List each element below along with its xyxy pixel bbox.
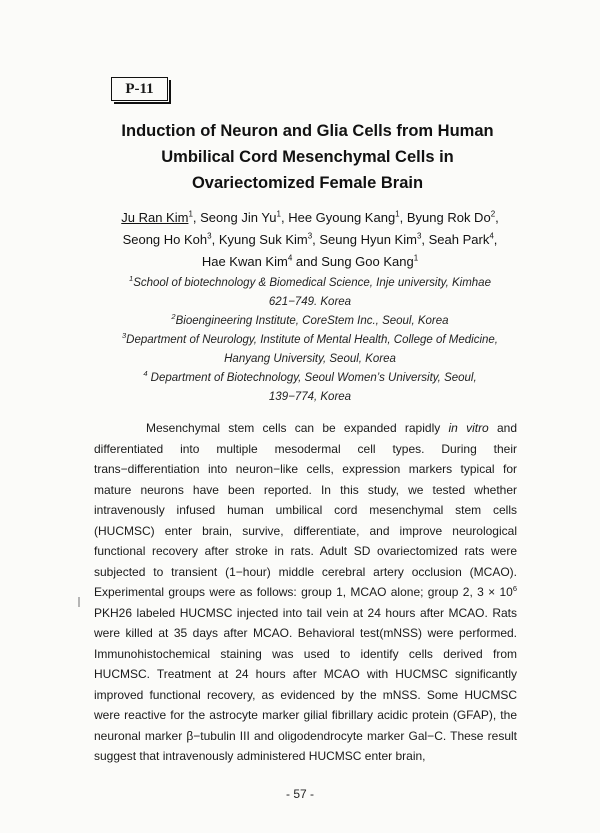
affiliation-list [80,274,540,407]
author-affil-sup: 1 [413,253,419,263]
author-affil-sup: 3 [207,231,212,241]
author-separator: , [280,210,289,225]
abstract-paragraph [94,418,517,767]
author-name: Seong Jin Yu [200,210,277,225]
affiliation-line [80,369,540,388]
author-affil-sup: 3 [307,231,313,241]
page-number: - 57 - [285,787,314,801]
title-line: Induction of Neuron and Glia Cells from Human [121,122,494,140]
author-line [70,207,550,229]
abstract-text: and differentiated into multiple mesodermal cell types. During their trans−differentiation into neuron−like cells, expression markers typical for mature neurons have been reported. In this study, we tested whether intravenously infused human umbilical cord mesenchymal stem cells (HUCMSC) enter brain, survive, differentiate, and improve neurological functional recovery after stroke in rats. Adult SD ovariectomized rats were subjected to transient (1−hour) middle cerebral artery occlusion (MCAO). Experimental groups were as follows: group 1, MCAO alone; group 2, 3 × 10 [94,421,517,599]
paper-title [60,118,555,196]
title-line: Ovariectomized Female Brain [191,174,424,192]
abstract-text: Mesenchymal stem cells can be expanded rapidly [146,421,449,435]
author-list [70,207,550,273]
abstract-italic-term: in vitro [448,421,489,435]
author-separator: , [211,232,219,247]
author-separator: , [399,210,407,225]
author-line [70,229,550,251]
author-affil-sup: 2 [490,209,496,219]
author-separator: , [192,210,201,225]
author-separator: , [495,210,499,225]
author-affil-sup: 1 [395,209,400,219]
author-separator: , [493,232,498,247]
author-line [70,251,550,273]
author-separator: , [312,232,320,247]
author-affil-sup: 4 [287,253,293,263]
affiliation-line: 139−774, Korea [268,391,352,403]
author-name: Seung Hyun Kim [319,232,417,247]
author-name: Hee Gyoung Kang [288,210,396,225]
affiliation-line: Hanyang University, Seoul, Korea [224,353,396,365]
author-name: Ju Ran Kim [121,210,189,225]
affiliation-line: 621−749. Korea [268,296,352,308]
affiliation-sup: 2 [171,312,176,322]
affiliation-sup: 3 [122,331,127,341]
author-affil-sup: 1 [188,209,193,219]
author-separator: and [292,254,322,269]
poster-code-box [111,77,168,101]
author-name: Byung Rok Do [406,210,491,225]
affiliation-text: Department of Biotechnology, Seoul Women’s University, Seoul, [147,372,477,384]
affiliation-line [80,331,540,350]
author-affil-sup: 3 [416,231,422,241]
affiliation-sup: 4 [143,369,148,379]
author-affil-sup: 4 [489,231,494,241]
abstract-text: PKH26 labeled HUCMSC injected into tail vein at 24 hours after MCAO. Rats were killed at 35 days after MCAO. Behavioral test(mNSS) were performed. Immunohistochemical staining was used to identify cells derived from HUCMSC. Treatment at 24 hours after MCAO with HUCMSC significantly improved functional recovery, as evidenced by the mNSS. Some HUCMSC were reactive for the astrocyte marker gilial fibrillary acidic protein (GFAP), the neuronal marker β−tubulin III and oligodendrocyte marker Gal−C. These result suggest that intravenously administered HUCMSC enter brain, [94,605,517,763]
author-affil-sup: 1 [276,209,281,219]
abstract-exponent: 6 [512,584,517,593]
affiliation-text: Bioengineering Institute, CoreStem Inc., Seoul, Korea [175,315,449,327]
affiliation-sup: 1 [129,274,134,284]
author-name: Seah Park [428,232,490,247]
affiliation-text: School of biotechnology & Biomedical Science, Inje university, Kimhae [133,277,491,289]
abstract-body [94,418,517,767]
author-name: Sung Goo Kang [321,254,414,269]
author-name: Seong Ho Koh [122,232,208,247]
affiliation-text: Department of Neurology, Institute of Mental Health, College of Medicine, [126,334,498,346]
title-line: Umbilical Cord Mesenchymal Cells in [161,148,454,166]
author-separator: , [421,232,429,247]
author-name: Hae Kwan Kim [201,254,288,269]
poster-code: P-11 [125,80,154,97]
affiliation-line [80,274,540,293]
affiliation-line [80,312,540,331]
author-name: Kyung Suk Kim [218,232,308,247]
scan-margin-mark [78,597,80,607]
